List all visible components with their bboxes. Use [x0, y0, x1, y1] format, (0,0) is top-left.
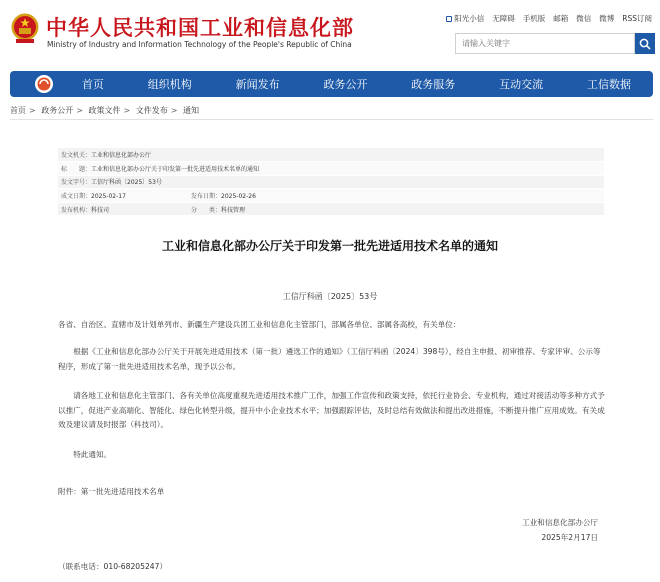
nav-item-organization[interactable]: 组织机构: [147, 78, 192, 91]
document-contact: （联系电话：010-68205247）: [58, 562, 168, 571]
meta-org-label: 发布机构：: [61, 206, 92, 214]
site-header: [0, 0, 660, 64]
nav-item-services[interactable]: 政务服务: [411, 78, 456, 91]
toplink-rss[interactable]: RSS订阅: [622, 14, 652, 23]
toplink-wechat[interactable]: 微信: [576, 14, 592, 23]
nav-logo-icon[interactable]: [32, 72, 56, 96]
national-emblem-icon[interactable]: [10, 12, 40, 44]
document-meta-table: [58, 148, 604, 216]
document-date: 2025年2月17日: [541, 533, 598, 542]
nav-item-interaction[interactable]: 互动交流: [499, 78, 544, 91]
meta-published-label: 发布日期：: [191, 193, 222, 201]
site-title-cn[interactable]: 中华人民共和国工业和信息化部: [46, 16, 354, 40]
toplink-sunshine[interactable]: 阳光小信: [446, 13, 484, 24]
meta-row-number: [58, 175, 604, 189]
search-icon: [639, 38, 651, 50]
document-number: 工信厅科函〔2025〕53号: [282, 292, 378, 301]
document-paragraph-2: 请各地工业和信息化主管部门、各有关单位高度重视先进适用技术推广工作，加强工作宣传和政策支持，依托行业协会、专业机构，通过对接活动等多种方式予以推广，促进产业高端化、智能化、绿色化转型升级，提升中小企业技术水平；加强跟踪评估，及时总结有效做法和提出改进措施，不断提升推广应用成效。有关成效及建议请及时报部（科技司）。: [58, 391, 605, 429]
toplink-accessibility[interactable]: 无障碍: [492, 14, 515, 23]
meta-row-title: [58, 162, 604, 176]
meta-title-label: 标 题：: [61, 165, 92, 173]
meta-number-value: 工信厅科函〔2025〕53号: [91, 179, 162, 187]
meta-org-value: 科技司: [91, 206, 110, 214]
breadcrumb-separator: >: [76, 106, 83, 115]
top-links: [446, 13, 652, 24]
meta-category-label: 分 类：: [191, 206, 222, 214]
toplink-email[interactable]: 邮箱: [553, 14, 569, 23]
sunshine-icon: [446, 16, 452, 22]
meta-row-issuer: [58, 148, 604, 162]
breadcrumb-policy-files[interactable]: 政策文件: [88, 106, 121, 115]
breadcrumb-home[interactable]: 首页: [10, 106, 26, 115]
nav-item-news[interactable]: 新闻发布: [235, 78, 280, 91]
breadcrumb-notice[interactable]: 通知: [183, 106, 199, 115]
breadcrumb-separator: >: [170, 106, 178, 115]
breadcrumb-divider: [10, 119, 653, 120]
meta-issuer-value: 工业和信息化部办公厅: [91, 152, 152, 160]
nav-item-data[interactable]: 工信数据: [586, 78, 631, 91]
meta-row-dates: [58, 189, 604, 203]
search-button[interactable]: [635, 33, 655, 54]
breadcrumb-government-affairs[interactable]: 政务公开: [41, 106, 74, 115]
nav-item-government-affairs[interactable]: 政务公开: [323, 78, 368, 91]
meta-created-label: 成文日期：: [61, 193, 92, 201]
breadcrumb: [10, 105, 199, 116]
meta-created-value: 2025-02-17: [91, 193, 126, 201]
document-addressees: 各省、自治区、直辖市及计划单列市、新疆生产建设兵团工业和信息化主管部门，部属各单位、部属各高校，有关单位：: [58, 320, 461, 329]
search-input[interactable]: [455, 33, 635, 54]
meta-issuer-label: 发文机关：: [61, 152, 92, 160]
toplink-mobile[interactable]: 手机版: [522, 14, 546, 23]
document-title: 工业和信息化部办公厅关于印发第一批先进适用技术名单的通知: [161, 239, 498, 253]
breadcrumb-file-release[interactable]: 文件发布: [135, 106, 168, 115]
document-paragraph-1: 根据《工业和信息化部办公厅关于开展先进适用技术（第一批）遴选工作的通知》（工信厅科函〔2024〕398号），经自主申报、初审推荐、专家评审、公示等程序，形成了第一批先进适用技术名单，现予以公布。: [58, 347, 601, 371]
main-nav: [10, 71, 653, 97]
meta-category-value: 科技管理: [221, 206, 246, 214]
meta-published-value: 2025-02-26: [221, 193, 256, 201]
meta-title-value: 工业和信息化部办公厅关于印发第一批先进适用技术名单的通知: [91, 165, 260, 173]
meta-number-label: 发文字号：: [61, 179, 92, 187]
breadcrumb-separator: >: [123, 106, 131, 115]
breadcrumb-separator: >: [29, 106, 36, 115]
document-attachment-link[interactable]: 附件：第一批先进适用技术名单: [58, 487, 165, 496]
document-paragraph-3: 特此通知。: [73, 450, 112, 459]
nav-item-home[interactable]: 首页: [81, 78, 104, 91]
toplink-weibo[interactable]: 微博: [599, 14, 615, 23]
meta-row-org: [58, 202, 604, 216]
document-issuer: 工业和信息化部办公厅: [522, 518, 598, 527]
site-title-en: Ministry of Industry and Information Technology of the People's Republic of China: [47, 40, 352, 49]
